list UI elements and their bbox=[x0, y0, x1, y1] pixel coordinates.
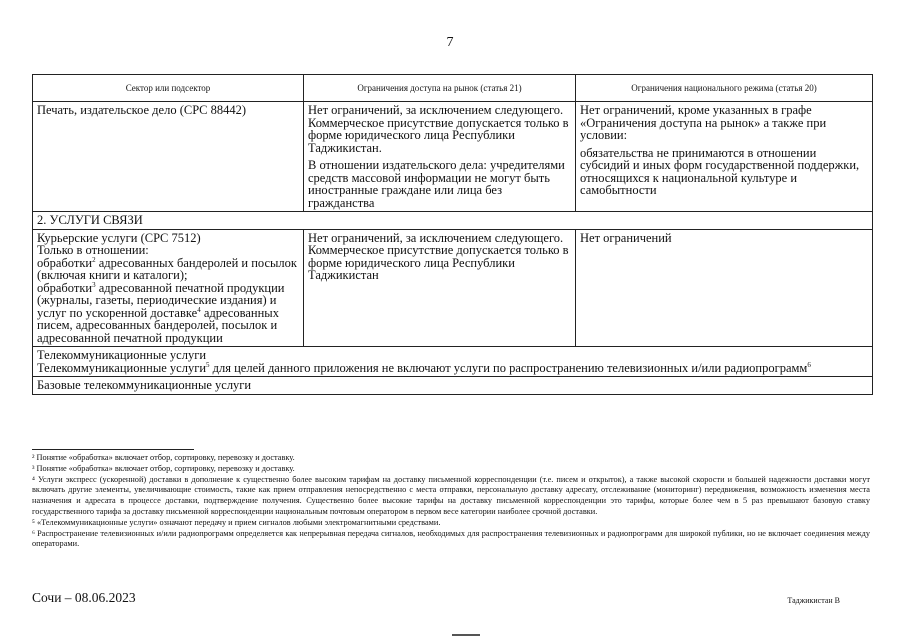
cell-basic-telecom: Базовые телекоммуникационные услуги bbox=[33, 377, 873, 395]
cell-market-courier: Нет ограничений, за исключением следующего. Коммерческое присутствие допускается только в форме юридического лица Республики Таджикистан bbox=[304, 229, 576, 347]
courier-l4a: обработки bbox=[37, 280, 93, 295]
header-market-access: Ограничения доступа на рынок (статья 21) bbox=[304, 75, 576, 102]
courier-l3 bbox=[37, 257, 299, 282]
page-number: 7 bbox=[446, 35, 454, 50]
footer-place-date: Сочи – 08.06.2023 bbox=[32, 590, 136, 605]
telecom-l2 bbox=[37, 362, 868, 375]
table-row bbox=[33, 229, 873, 347]
footnote-divider bbox=[32, 449, 194, 450]
national-printing-p2: обязательства не принимаются в отношении субсидий и иных форм государственной поддержки, относящихся к национальной культуре и самобытности bbox=[580, 145, 860, 197]
footnote-ref-5: 5 bbox=[206, 360, 210, 369]
courier-l4b: адресованной печатной продукции (журналы, газеты, периодические издания) и услуг по ускоренной доставке bbox=[37, 280, 285, 320]
footnote-4: ⁴ Услуги экспресс (ускоренной) доставки в дополнение к существенно более высоким тарифам на доставку письменной корреспонденции (т.е. писем и открыток), а также высокой скорости и большей надежности доставки могут включать другие элементы, увеличивающие стоимость, такие как прием отправления непосредственно с места отправки, персональную доставку адресату, отслеживание (мониторинг) передвижения, возможность изменения места назначения и адресата в процессе доставки, подтверждение получения. Существенно более высокие тарифы на доставку письменной корреспонденции это тарифы, которые более чем в 5 раз превышают базовую ставку государственного тарифа за доставку письменной корреспонденции национальным почтовым оператором в первом весе категории наиболее срочной доставки. bbox=[32, 474, 870, 516]
cell-market-printing bbox=[304, 102, 576, 212]
courier-l3a: обработки bbox=[37, 255, 93, 270]
header-sector: Сектор или подсектор bbox=[33, 75, 304, 102]
national-printing-p1: Нет ограничений, кроме указанных в графе «Ограничения доступа на рынок» а также при условии: bbox=[580, 103, 827, 142]
header-national-treatment: Ограничения национального режима (статья 20) bbox=[576, 75, 873, 102]
courier-l4 bbox=[37, 282, 299, 345]
table-row bbox=[33, 377, 873, 395]
courier-l2: Только в отношении: bbox=[37, 243, 149, 257]
footnote-3: ³ Понятие «обработка» включает отбор, сортировку, перевозку и доставку. bbox=[32, 463, 295, 473]
cell-national-courier: Нет ограничений bbox=[576, 229, 873, 347]
courier-l3b: адресованных бандеролей и посылок (включая книги и каталоги); bbox=[37, 255, 297, 282]
cell-telecom bbox=[33, 347, 873, 377]
commitments-table bbox=[32, 74, 873, 395]
cell-sector-courier bbox=[33, 229, 304, 347]
table-row bbox=[33, 102, 873, 212]
table-row bbox=[33, 347, 873, 377]
cell-sector-printing: Печать, издательское дело (CPC 88442) bbox=[33, 102, 304, 212]
footnotes bbox=[32, 453, 870, 550]
cell-national-printing bbox=[576, 102, 873, 212]
footnote-6: ⁶ Распространение телевизионных и/или радиопрограмм определяется как непрерывная передача сигналов, необходимых для распространения телевизионных и радиопрограмм для широкой публики, но не включает соединения между операторами. bbox=[32, 528, 870, 549]
telecom-l2b: для целей данного приложения не включают услуги по распространению телевизионных и/или радиопрограмм bbox=[209, 360, 808, 375]
footnote-ref-4: 4 bbox=[197, 305, 201, 314]
footnote-ref-3: 3 bbox=[92, 280, 96, 289]
courier-l1: Курьерские услуги (CPC 7512) bbox=[37, 230, 201, 245]
section-row bbox=[33, 212, 873, 230]
footnote-5: ⁵ «Телекоммуникационные услуги» означают передачу и прием сигналов любыми электромагнитными средствами. bbox=[32, 517, 441, 527]
footer-country: Таджикистан В bbox=[787, 596, 840, 605]
telecom-l2a: Телекоммуникационные услуги bbox=[37, 360, 207, 375]
market-printing-p1: Нет ограничений, за исключением следующего. Коммерческое присутствие допускается только в форме юридического лица Республики Таджикистан. bbox=[308, 103, 569, 155]
courier-l4c: адресованных писем, адресованных бандеролей, посылок и адресованной печатной продукции bbox=[37, 305, 279, 345]
footnote-ref-2: 2 bbox=[92, 255, 96, 264]
footnote-ref-6: 6 bbox=[807, 360, 811, 369]
table-header-row bbox=[33, 75, 873, 102]
market-printing-p2: В отношении издательского дела: учредителями средств массовой информации не могут быть иностранные граждане или лица без гражданства bbox=[308, 158, 565, 210]
section-title: 2. УСЛУГИ СВЯЗИ bbox=[33, 212, 873, 230]
page-bottom-mark bbox=[452, 634, 480, 636]
telecom-l1: Телекоммуникационные услуги bbox=[37, 348, 207, 362]
footnote-2: ² Понятие «обработка» включает отбор, сортировку, перевозку и доставку. bbox=[32, 453, 295, 462]
